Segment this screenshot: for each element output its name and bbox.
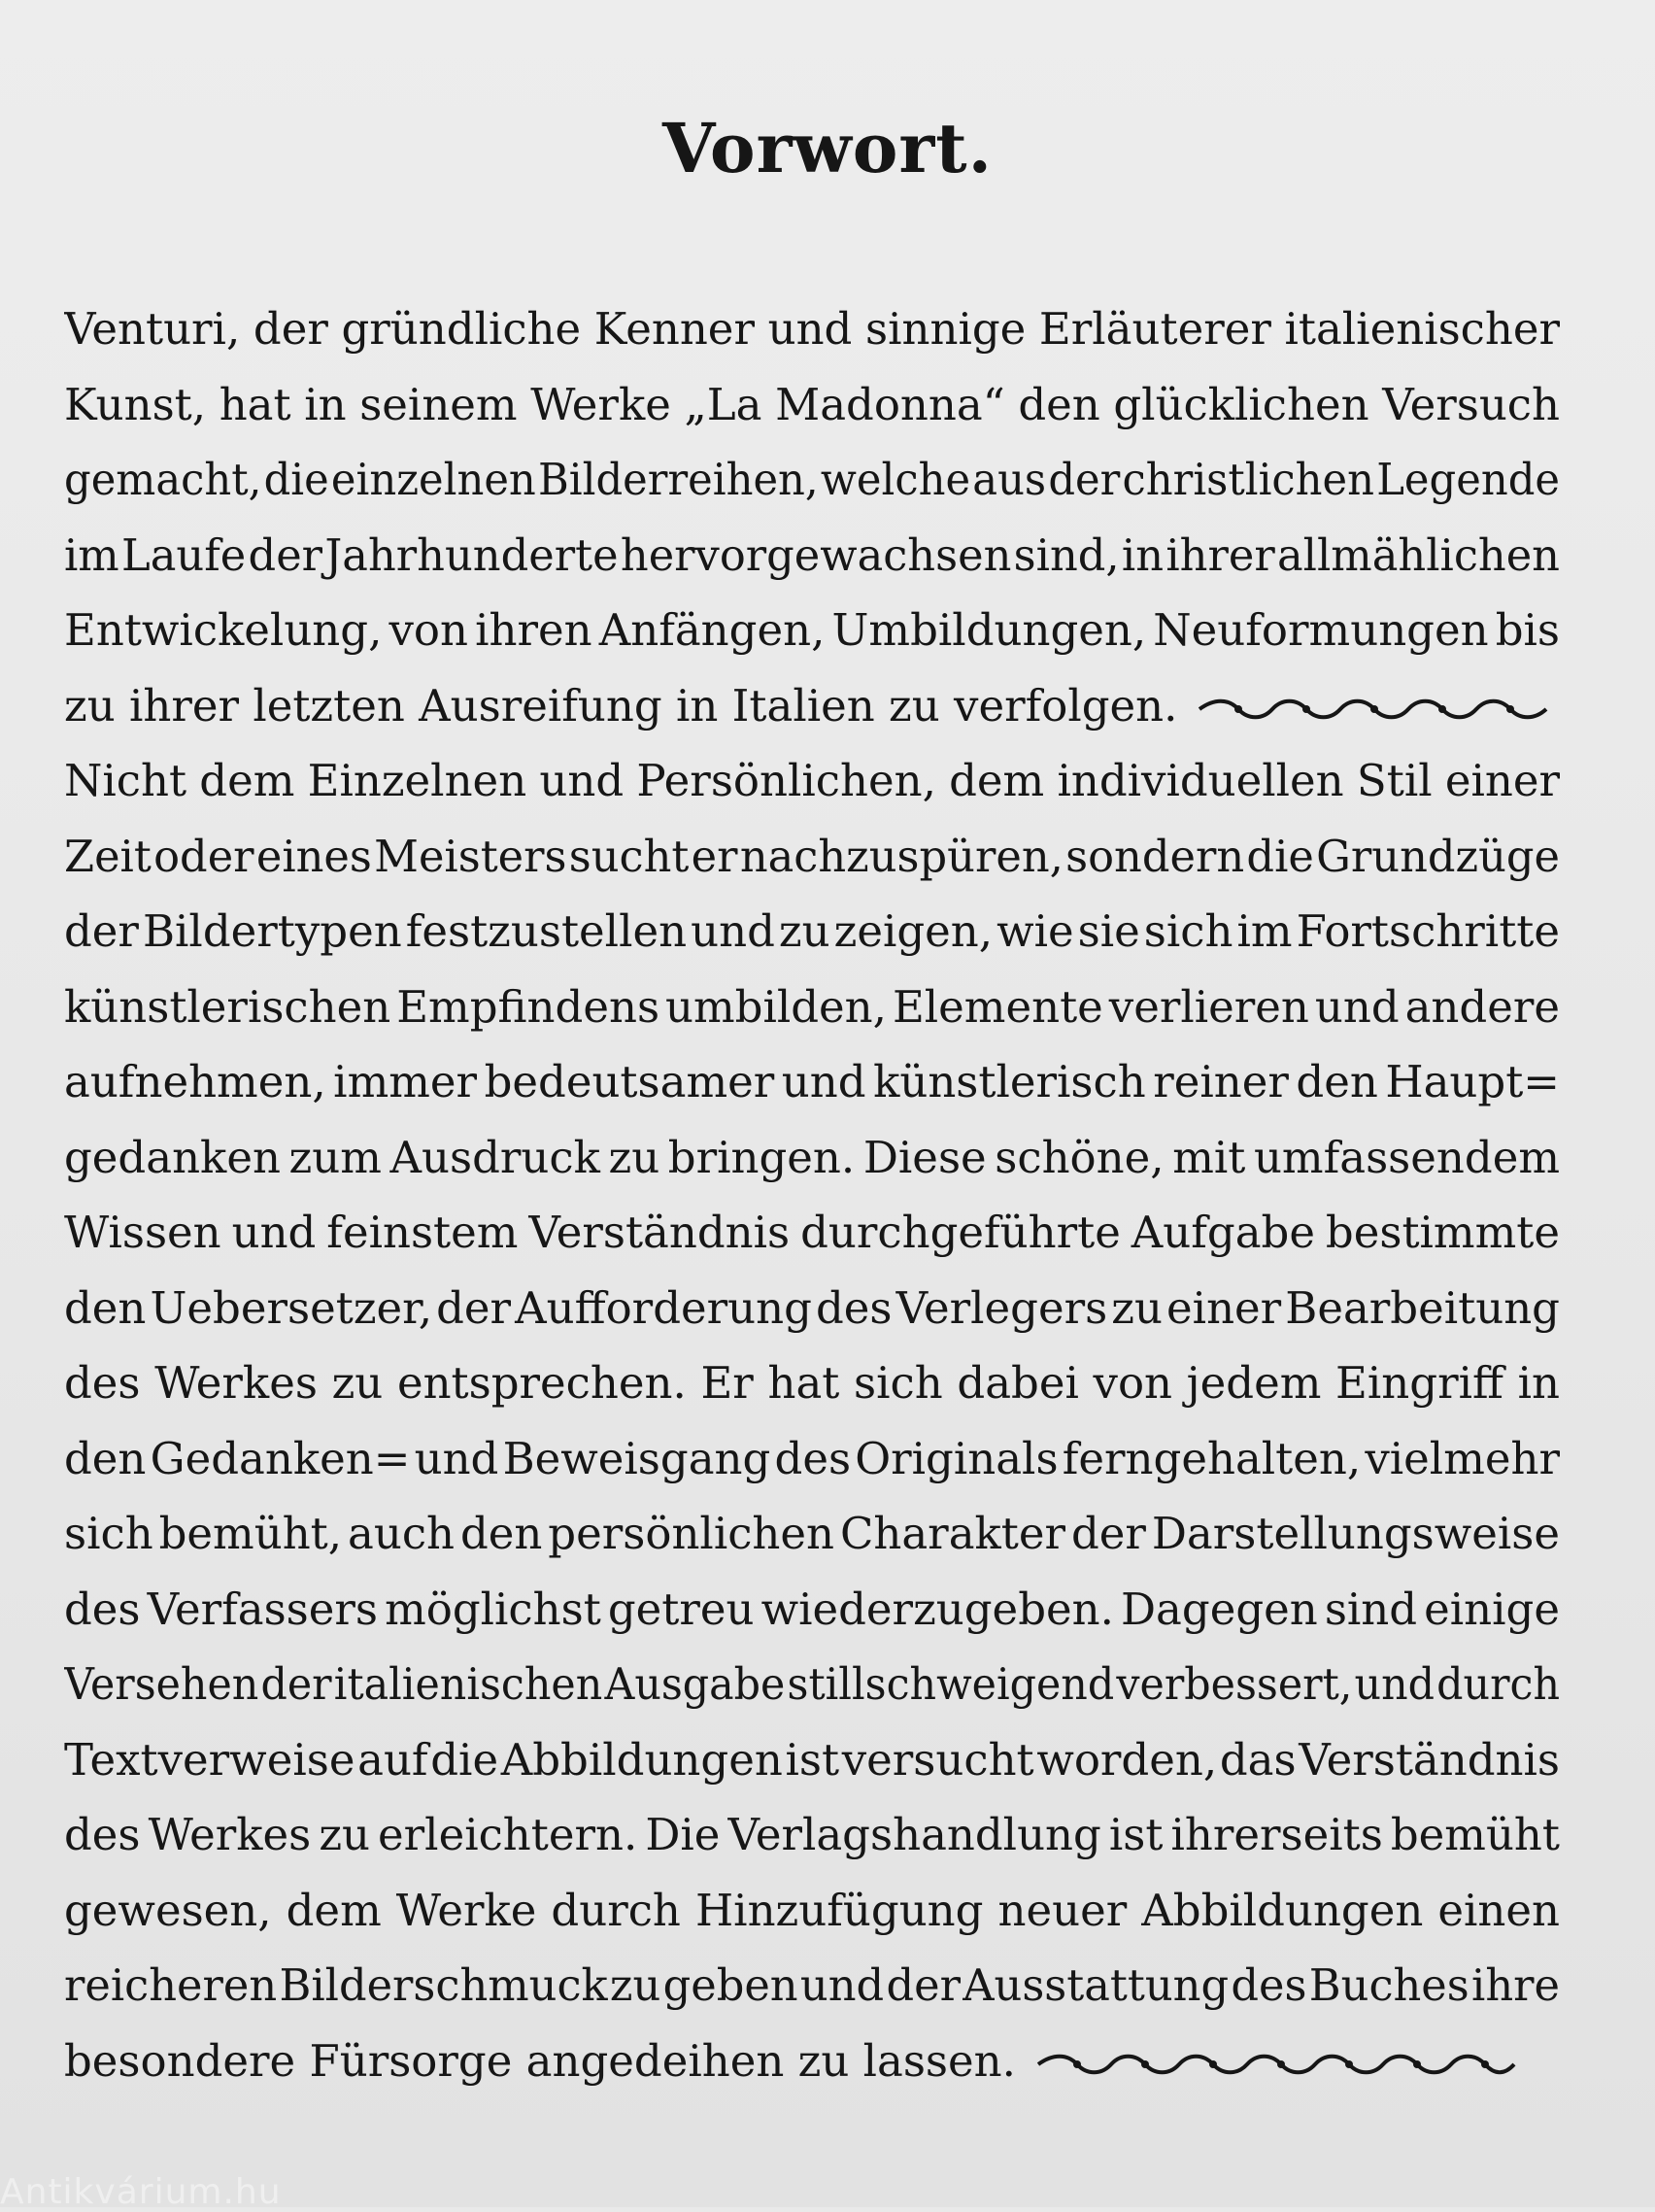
text-line: gewesen, dem Werke durch Hinzufügung neuer Abbildungen einen [64, 1884, 1560, 1936]
text-line: Wissen und feinstem Verständnis durchgeführte Aufgabe bestimmte [64, 1207, 1560, 1258]
text-line: Venturi, der gründliche Kenner und sinnige Erläuterer italienischer [64, 303, 1560, 355]
preface-text [64, 291, 1560, 2098]
text-line: den Gedanken= und Beweisgang des Originals ferngehalten, vielmehr [64, 1432, 1560, 1484]
text-line: aufnehmen, immer bedeutsamer und künstlerisch reiner den Haupt= [64, 1056, 1560, 1107]
text-line: den Uebersetzer, der Aufforderung des Verlegers zu einer Bearbeitung [64, 1281, 1560, 1334]
text-line: Zeit oder eines Meisters sucht er nachzuspüren, sondern die Grundzüge [64, 830, 1560, 882]
text-line: Entwickelung, von ihren Anfängen, Umbildungen, Neuformungen bis [64, 604, 1560, 656]
text-line: Kunst, hat in seinem Werke „La Madonna“ den glücklichen Versuch [64, 378, 1560, 430]
paragraph [64, 291, 1560, 743]
text-line: reicheren Bilderschmuck zu geben und der Ausstattung des Buches ihre [64, 1959, 1560, 2011]
text-line: sich bemüht, auch den persönlichen Charakter der Darstellungsweise [64, 1508, 1560, 1559]
text-line: künstlerischen Empfindens umbilden, Elemente verlieren und andere [64, 980, 1560, 1033]
text-line: des Verfassers möglichst getreu wiederzugeben. Dagegen sind einige [64, 1582, 1560, 1635]
scroll-ornament-icon [1033, 2050, 1519, 2079]
text-line: besondere Fürsorge angedeihen zu lassen. [64, 2024, 1560, 2099]
scroll-ornament-icon [1195, 695, 1554, 724]
text-line: der Bildertypen festzustellen und zu zeigen, wie sie sich im Fortschritte [64, 905, 1560, 957]
text-line: Nicht dem Einzelnen und Persönlichen, dem individuellen Stil einer [64, 755, 1560, 806]
text-line: des Werkes zu erleichtern. Die Verlagshandlung ist ihrerseits bemüht [64, 1809, 1560, 1860]
watermark: Antikvárium.hu [0, 2172, 282, 2212]
page-title: Vorwort. [662, 108, 993, 188]
text-line: zu ihrer letzten Ausreifung in Italien zu verfolgen. [64, 668, 1560, 744]
text-line: gedanken zum Ausdruck zu bringen. Diese schöne, mit umfassendem [64, 1131, 1560, 1183]
text-line: gemacht, die einzelnen Bilderreihen, welche aus der christlichen Legende [64, 454, 1560, 505]
text-line: Versehen der italienischen Ausgabe stillschweigend verbessert, und durch [64, 1658, 1560, 1710]
text-line: im Laufe der Jahrhunderte hervorgewachsen sind, in ihrer allmählichen [64, 528, 1560, 581]
text-line: des Werkes zu entsprechen. Er hat sich dabei von jedem Eingriff in [64, 1357, 1560, 1409]
text-line: Textverweise auf die Abbildungen ist versucht worden, das Verständnis [64, 1733, 1560, 1786]
paragraph [64, 743, 1560, 2098]
